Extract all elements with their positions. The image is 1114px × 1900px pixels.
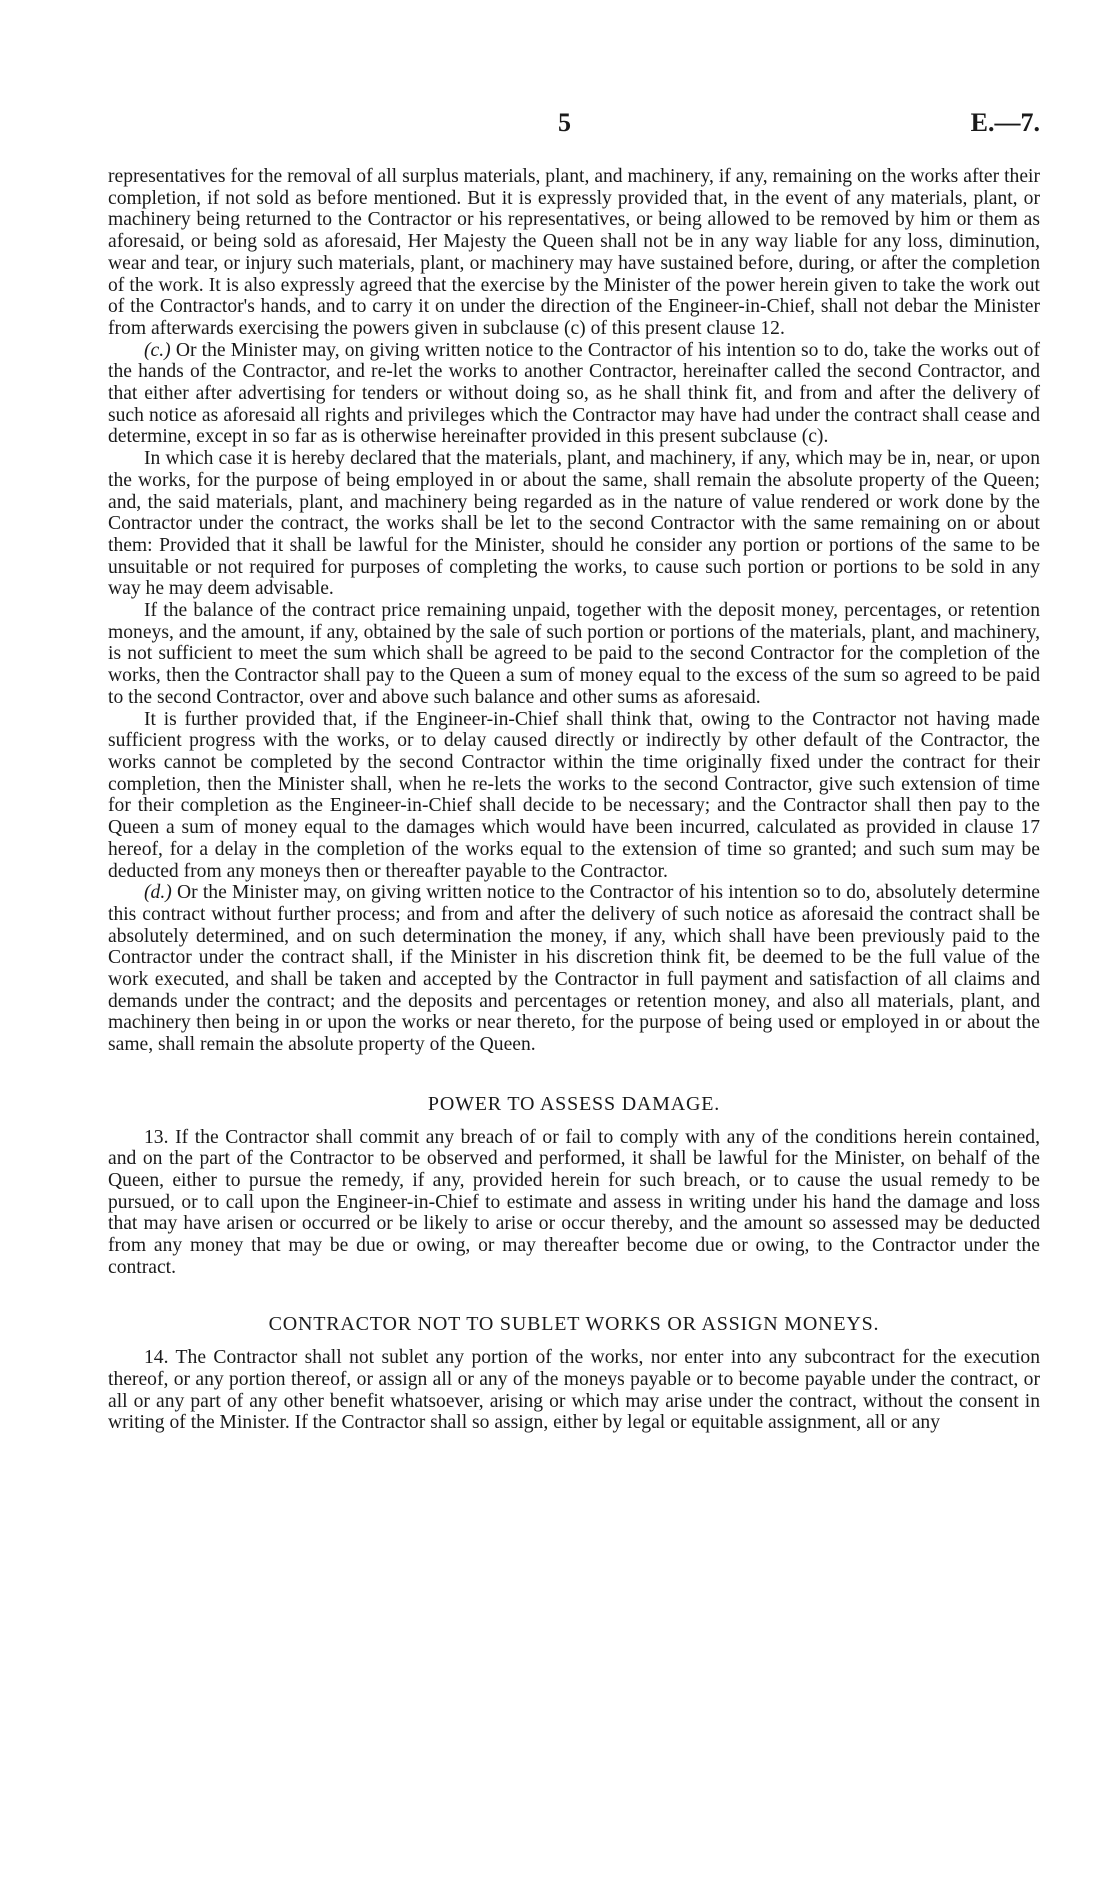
paragraph-clause-14: 14. The Contractor shall not sublet any portion of the works, nor enter into any subcontract for the execution thereof, or any portion thereof, or assign all or any of the moneys payable or to become payable under the contract, or all or any part of any other benefit whatsoever, arising or which may arise under the contract, without the consent in writing of the Minister. If the Contractor shall so assign, either by legal or equitable assignment, all or any xyxy=(108,1347,1040,1434)
paragraph-extension: It is further provided that, if the Engineer-in-Chief shall think that, owing to the Contractor not having made sufficient progress with the works, or to delay caused directly or indirectly by other default of the Contractor, the works cannot be completed by the second Contractor within the time originally fixed under the contract for their completion, then the Minister shall, when he re-lets the works to the second Contractor, give such extension of time for their completion as the Engineer-in-Chief shall decide to be necessary; and the Contractor shall then pay to the Queen a sum of money equal to the damages which would have been incurred, calculated as provided in clause 17 hereof, for a delay in the completion of the works equal to the extension of time so granted; and such sum may be deducted from any moneys then or thereafter payable to the Contractor. xyxy=(108,708,1040,882)
page-number: 5 xyxy=(558,108,571,137)
paragraph-continuation: representatives for the removal of all surplus materials, plant, and machinery, if any, remaining on the works after their completion, if not sold as before mentioned. But it is expressly provided that, in the event of any materials, plant, or machinery being returned to the Contractor or his representatives, or being allowed to be removed by him or them as aforesaid, or being sold as aforesaid, Her Majesty the Queen shall not be in any way liable for any loss, diminution, wear and tear, or injury such materials, plant, or machinery may have sustained before, during, or after the completion of the work. It is also expressly agreed that the exercise by the Minister of the power herein given to take the work out of the Contractor's hands, and to carry it on under the direction of the Engineer-in-Chief, shall not debar the Minister from afterwards exercising the powers given in subclause (c) of this present clause 12. xyxy=(108,166,1040,339)
section-heading-assess-damage: POWER TO ASSESS DAMAGE. xyxy=(427,1092,721,1115)
paragraph-balance: If the balance of the contract price remaining unpaid, together with the deposit money, percentages, or retention moneys, and the amount, if any, obtained by the sale of such portion or portions of the materials, plant, and machinery, is not sufficient to meet the sum which shall be agreed to be paid to the second Contractor for the completion of the works, then the Contractor shall pay to the Queen a sum of money equal to the excess of the sum so agreed to be paid to the second Contractor, over and above such balance and other sums as aforesaid. xyxy=(108,600,1040,708)
page-header xyxy=(108,108,1040,144)
subclause-c-label: (c.) xyxy=(144,339,171,361)
paragraph-subclause-d xyxy=(108,882,1040,1056)
paragraph-subclause-c xyxy=(108,340,1040,449)
paragraph-materials: In which case it is hereby declared that the materials, plant, and machinery, if any, which may be in, near, or upon the works, for the purpose of being employed in or about the same, shall remain the absolute property of the Queen; and, the said materials, plant, and machinery being regarded as in the nature of value rendered or work done by the Contractor under the contract, the works shall be let to the second Contractor with the same remaining on or about them: Provided that it shall be lawful for the Minister, should he consider any portion or portions of the same to be unsuitable or not required for purposes of completing the works, to cause such portion or portions to be sold in any way he may deem advisable. xyxy=(108,448,1040,600)
subclause-d-label: (d.) xyxy=(144,882,172,904)
body-text xyxy=(108,166,1040,1434)
document-reference: E.—7. xyxy=(970,108,1040,137)
section-heading-sublet: CONTRACTOR NOT TO SUBLET WORKS OR ASSIGN MONEYS. xyxy=(268,1313,880,1336)
subclause-d-text: Or the Minister may, on giving written notice to the Contractor of his intention so to do, absolutely determine this contract without further process; and from and after the delivery of such notice as aforesaid the contract shall be absolutely determined, and on such determination the money, if any, which shall have been previously paid to the Contractor under the contract shall, if the Minister in his discretion think fit, be deemed to be the full value of the work executed, and shall be taken and accepted by the Contractor in full payment and satisfaction of all claims and demands under the contract; and the deposits and percentages or retention money, and also all materials, plant, and machinery then being in or upon the works or near thereto, for the purpose of being used or employed in or about the same, shall remain the absolute property of the Queen. xyxy=(108,882,1040,1056)
paragraph-clause-13: 13. If the Contractor shall commit any breach of or fail to comply with any of the conditions herein contained, and on the part of the Contractor to be observed and performed, it shall be lawful for the Minister, on behalf of the Queen, either to pursue the remedy, if any, provided herein for such breach, or to cause the usual remedy to be pursued, or to call upon the Engineer-in-Chief to estimate and assess in writing under his hand the damage and loss that may have arisen or occurred or be likely to arise or occur thereby, and the amount so assessed may be deducted from any money that may be due or owing, or may thereafter become due or owing, to the Contractor under the contract. xyxy=(108,1126,1040,1278)
subclause-c-text: Or the Minister may, on giving written notice to the Contractor of his intention so to do, take the works out of the hands of the Contractor, and re-let the works to another Contractor, hereinafter called the second Contractor, and that either after advertising for tenders or without doing so, as he shall think fit, and from and after the delivery of such notice as aforesaid all rights and privileges which the Contractor may have had under the contract shall cease and determine, except in so far as is otherwise hereinafter provided in this present subclause (c). xyxy=(108,339,1041,448)
